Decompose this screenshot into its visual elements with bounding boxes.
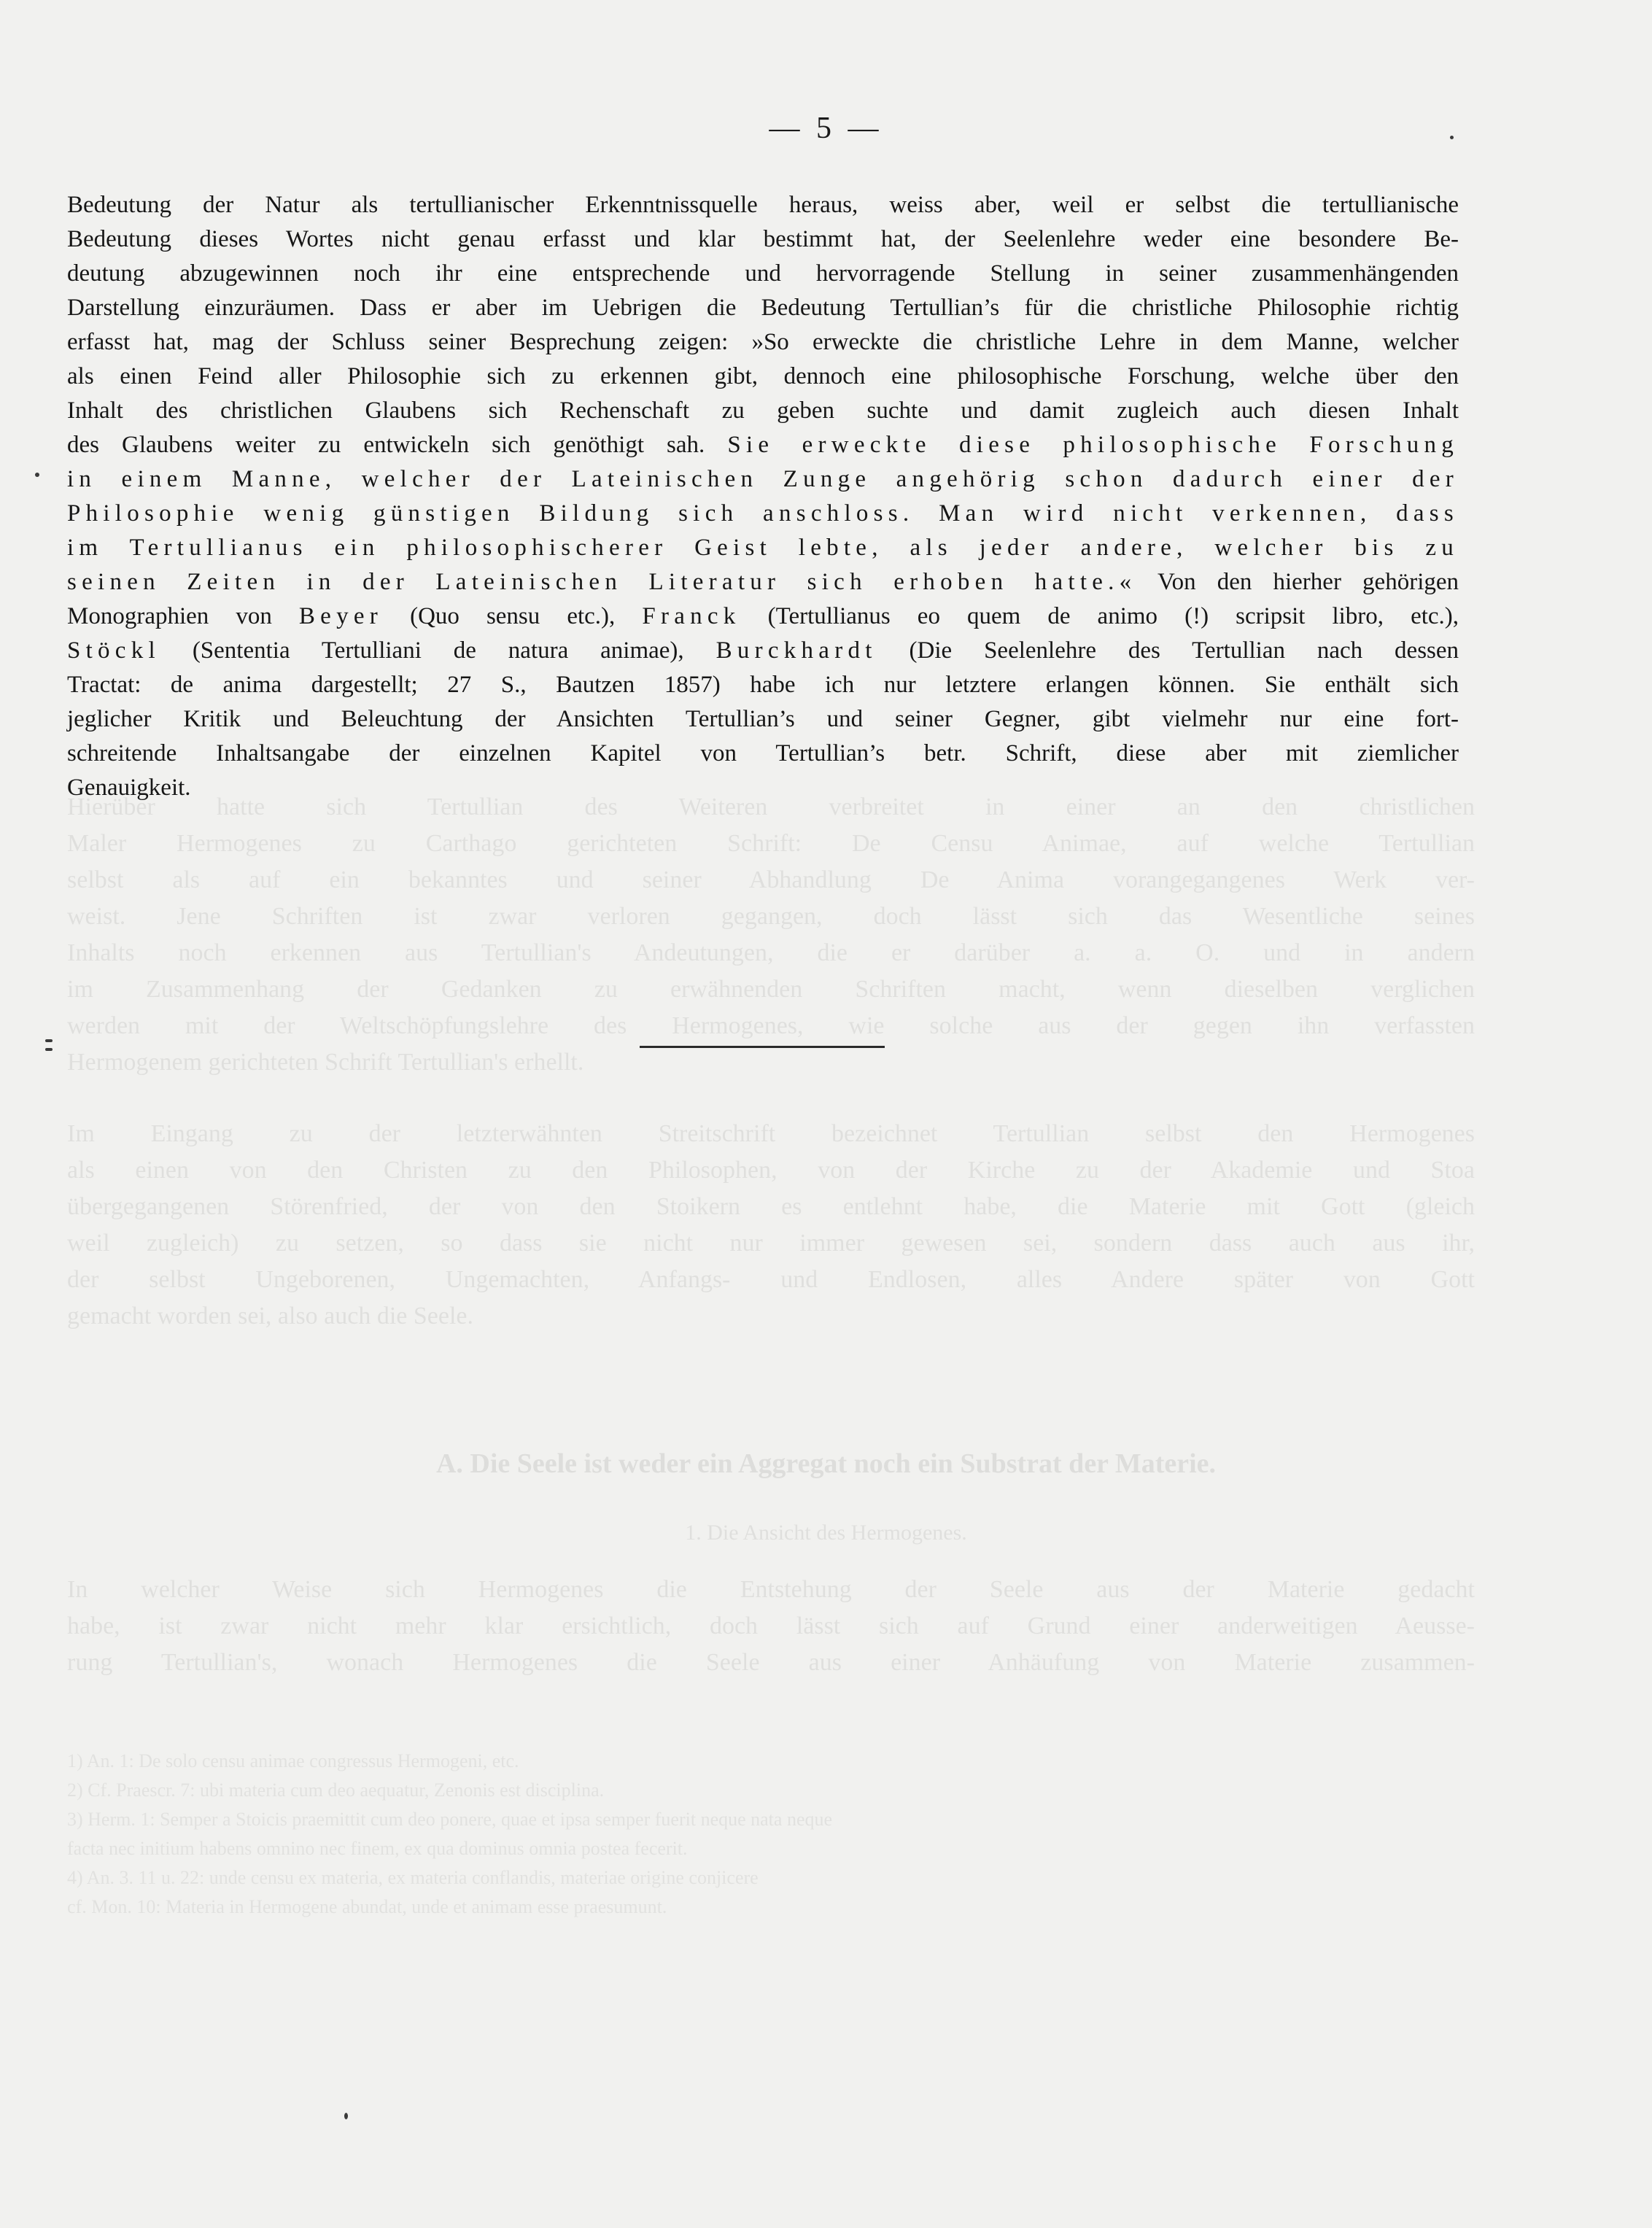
text-line (67, 428, 1459, 462)
text-line: als einen Feind aller Philosophie sich zu erkennen gibt, dennoch eine philosophische Forschung, welche über den (67, 363, 1459, 389)
text-segment: (Sententia Tertulliani de natura animae), (192, 637, 684, 664)
bleed-note: 3) Herm. 1: Semper a Stoicis praemittit cum deo ponere, quae et ipsa semper fuerit neque nata neque (67, 1809, 833, 1830)
text-line: erfasst hat, mag der Schluss seiner Besprechung zeigen: »So erweckte die christliche Lehre in dem Manne, welcher (67, 329, 1459, 355)
bleed-line: im Zusammenhang der Gedanken zu erwähnenden Schriften macht, wenn dieselben verglichen (67, 976, 1475, 1003)
bleed-line: werden mit der Weltschöpfungslehre des Hermogenes, wie solche aus der gegen ihn verfassten (67, 1012, 1475, 1039)
bleed-through-paragraph-3 (67, 1572, 1475, 1681)
text-segment: Von den hierher gehörigen (1157, 569, 1459, 595)
text-line (67, 599, 1459, 634)
section-divider (640, 1046, 885, 1048)
text-line: Darstellung einzuräumen. Dass er aber im Uebrigen die Bedeutung Tertullian’s für die christliche Philosophie richtig (67, 295, 1459, 321)
bleed-line: der selbst Ungeborenen, Ungemachten, Anfangs- und Endlosen, alles Andere später von Gott (67, 1266, 1475, 1293)
text-line: in einem Manne, welcher der Lateinischen Zunge angehörig schon dadurch einer der (67, 466, 1459, 492)
bleed-line: selbst als auf ein bekanntes und seiner Abhandlung De Anima vorangegangenes Werk ver- (67, 866, 1475, 893)
bleed-through-paragraph-1 (67, 789, 1475, 1081)
text-line: Bedeutung der Natur als tertullianischer Erkenntnissquelle heraus, weiss aber, weil er selbst die tertullianische (67, 192, 1459, 218)
bleed-note: 1) An. 1: De solo censu animae congressus Hermogeni, etc. (67, 1750, 519, 1771)
bleed-line: Hierüber hatte sich Tertullian des Weiteren verbreitet in einer an den christlichen (67, 793, 1475, 820)
text-segment: (Die Seelenlehre des Tertullian nach dessen (909, 637, 1459, 664)
bleed-line: übergegangenen Störenfried, der von den Stoikern es entlehnt habe, die Materie mit Gott (gleich (67, 1193, 1475, 1220)
scan-speck (35, 473, 39, 477)
author-name: Burckhardt (716, 637, 877, 664)
bleed-line: weil zugleich) zu setzen, so dass sie nicht nur immer gewesen sei, sondern dass auch aus ihr, (67, 1230, 1475, 1257)
bleed-line: gemacht worden sei, also auch die Seele. (67, 1303, 474, 1330)
author-name: Stöckl (67, 637, 160, 664)
bleed-note: facta nec initium habens omnino nec finem, ex qua dominus omnia postea fecerit. (67, 1838, 688, 1859)
text-segment: des Glaubens weiter zu entwickeln sich genöthigt sah. (67, 432, 705, 458)
scan-speck (344, 2113, 348, 2119)
bleed-note: 4) An. 3. 11 u. 22: unde censu ex materia, ex materia conflandis, materiae origine conjicere (67, 1867, 759, 1888)
bleed-through-subheading: 1. Die Ansicht des Hermogenes. (685, 1521, 967, 1545)
scan-speck (45, 1039, 53, 1042)
bleed-note: 2) Cf. Praescr. 7: ubi materia cum deo aequatur, Zenonis est disciplina. (67, 1779, 605, 1801)
bleed-line: rung Tertullian's, wonach Hermogenes die Seele aus einer Anhäufung von Materie zusammen- (67, 1649, 1475, 1676)
text-line: Bedeutung dieses Wortes nicht genau erfasst und klar bestimmt hat, der Seelenlehre weder eine besondere Be- (67, 226, 1459, 252)
author-name: Franck (642, 603, 741, 629)
text-line (67, 634, 1459, 668)
page-number: — 5 — (769, 112, 883, 145)
scan-speck (1450, 136, 1454, 139)
text-line: Philosophie wenig günstigen Bildung sich anschloss. Man wird nicht verkennen, dass (67, 500, 1459, 527)
text-line: im Tertullianus ein philosophischerer Geist lebte, als jeder andere, welcher bis zu (67, 535, 1459, 561)
bleed-line: Im Eingang zu der letzterwähnten Streitschrift bezeichnet Tertullian selbst den Hermogenes (67, 1120, 1475, 1147)
emphasized-quote: Sie erweckte diese philosophische Forschung (727, 432, 1459, 458)
bleed-through-heading: A. Die Seele ist weder ein Aggregat noch ein Substrat der Materie. (435, 1448, 1217, 1479)
text-line: Tractat: de anima dargestellt; 27 S., Bautzen 1857) habe ich nur letztere erlangen können. Sie enthält sich (67, 672, 1459, 698)
author-name: Beyer (298, 603, 384, 629)
text-line (67, 565, 1459, 599)
text-segment: (Quo sensu etc.), (410, 603, 616, 629)
text-line: deutung abzugewinnen noch ihr eine entsprechende und hervorragende Stellung in seiner zusammenhängenden (67, 260, 1459, 287)
bleed-through-paragraph-2 (67, 1116, 1475, 1335)
bleed-line: Maler Hermogenes zu Carthago gerichteten Schrift: De Censu Animae, auf welche Tertullian (67, 830, 1475, 857)
text-line: Genauigkeit. (67, 775, 191, 801)
scan-speck (45, 1048, 53, 1051)
bleed-line: Inhalts noch erkennen aus Tertullian's Andeutungen, die er darüber a. a. O. und in andern (67, 939, 1475, 966)
bleed-line: weist. Jene Schriften ist zwar verloren gegangen, doch lässt sich das Wesentliche seines (67, 903, 1475, 930)
bleed-through-footnotes (67, 1747, 1475, 1922)
text-segment: Monographien von (67, 603, 272, 629)
bleed-line: In welcher Weise sich Hermogenes die Entstehung der Seele aus der Materie gedacht (67, 1576, 1475, 1603)
text-line: schreitende Inhaltsangabe der einzelnen Kapitel von Tertullian’s betr. Schrift, diese aber mit ziemlicher (67, 740, 1459, 766)
text-line: Inhalt des christlichen Glaubens sich Rechenschaft zu geben suchte und damit zugleich auch diesen Inhalt (67, 397, 1459, 424)
bleed-note: cf. Mon. 10: Materia in Hermogene abundat, unde et animam esse praesumunt. (67, 1896, 667, 1917)
bleed-line: als einen von den Christen zu den Philosophen, von der Kirche zu der Akademie und Stoa (67, 1157, 1475, 1184)
bleed-line: habe, ist zwar nicht mehr klar ersichtlich, doch lässt sich auf Grund einer anderweitigen Aeusse- (67, 1612, 1475, 1639)
emphasized-quote: seinen Zeiten in der Lateinischen Literatur sich erhoben hatte.« (67, 569, 1137, 595)
bleed-line: Hermogenem gerichteten Schrift Tertullian's erhellt. (67, 1049, 584, 1076)
text-line: jeglicher Kritik und Beleuchtung der Ansichten Tertullian’s und seiner Gegner, gibt vielmehr nur eine fort- (67, 706, 1459, 732)
body-paragraph (67, 188, 1459, 805)
text-segment: (Tertullianus eo quem de animo (!) scripsit libro, etc.), (767, 603, 1459, 629)
